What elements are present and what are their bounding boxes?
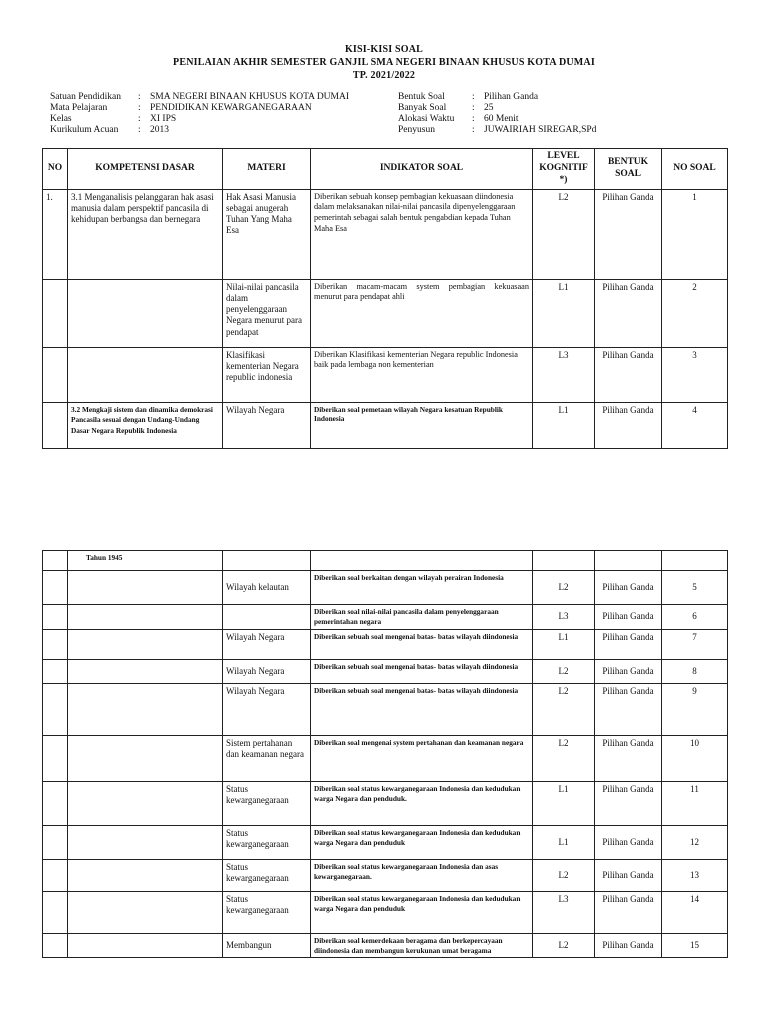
cell-level: L2 xyxy=(533,571,595,605)
cell-nosoal: 5 xyxy=(662,571,728,605)
cell-bentuk: Pilihan Ganda xyxy=(595,189,662,279)
cell-indikator: Diberikan sebuah soal mengenai batas- batas wilayah diindonesia xyxy=(311,659,533,683)
cell-nosoal: 10 xyxy=(662,735,728,781)
kisi-table-page2 xyxy=(42,550,728,958)
cell-bentuk: Pilihan Ganda xyxy=(595,629,662,659)
cell-bentuk: Pilihan Ganda xyxy=(595,571,662,605)
cell-kd: Tahun 1945 xyxy=(68,551,223,571)
info-sep: : xyxy=(138,103,141,113)
cell-materi: Wilayah Negara xyxy=(223,629,311,659)
cell-indikator xyxy=(311,551,533,571)
info-value: 2013 xyxy=(150,125,169,135)
info-sep: : xyxy=(472,92,475,102)
info-label: Banyak Soal xyxy=(398,103,447,113)
cell-indikator: Diberikan soal berkaitan dengan wilayah perairan Indonesia xyxy=(311,571,533,605)
table-row xyxy=(43,891,728,933)
cell-nosoal xyxy=(662,551,728,571)
cell-level: L2 xyxy=(533,859,595,891)
cell-no xyxy=(43,891,68,933)
cell-kd: 3.2 Mengkaji sistem dan dinamika demokrasi Pancasila sesuai dengan Undang-Undang Dasar Negara Republik Indonesia xyxy=(68,402,223,448)
cell-nosoal: 1 xyxy=(662,189,728,279)
cell-no xyxy=(43,402,68,448)
kisi-table-page1 xyxy=(42,148,728,449)
doc-year: TP. 2021/2022 xyxy=(352,70,416,81)
col-header-level: LEVEL KOGNITIF *) xyxy=(533,149,595,190)
cell-bentuk: Pilihan Ganda xyxy=(595,859,662,891)
info-sep: : xyxy=(138,92,141,102)
cell-level: L1 xyxy=(533,402,595,448)
cell-nosoal: 4 xyxy=(662,402,728,448)
info-label: Bentuk Soal xyxy=(398,92,445,102)
cell-indikator: Diberikan sebuah soal mengenai batas- batas wilayah diindonesia xyxy=(311,683,533,735)
table-row xyxy=(43,781,728,825)
cell-bentuk: Pilihan Ganda xyxy=(595,279,662,347)
info-value: PENDIDIKAN KEWARGANEGARAAN xyxy=(150,103,312,113)
info-sep: : xyxy=(472,125,475,135)
cell-indikator: Diberikan soal mengenai system pertahanan dan keamanan negara xyxy=(311,735,533,781)
cell-no xyxy=(43,825,68,859)
cell-materi: Wilayah kelautan xyxy=(223,571,311,605)
cell-level: L3 xyxy=(533,605,595,630)
cell-materi: Wilayah Negara xyxy=(223,683,311,735)
cell-materi: Wilayah Negara xyxy=(223,402,311,448)
cell-indikator: Diberikan sebuah konsep pembagian kekuasaan diindonesia dalam melaksanakan nilai-nilai pancasila dipenyelenggaraan pemerintah sebagai salah bentuk pengabdian kepada Tuhan Maha Esa xyxy=(311,189,533,279)
cell-bentuk xyxy=(595,551,662,571)
info-sep: : xyxy=(472,114,475,124)
table-row xyxy=(43,933,728,958)
cell-materi: Status kewarganegaraan xyxy=(223,781,311,825)
cell-kd xyxy=(68,347,223,402)
col-header-indikator: INDIKATOR SOAL xyxy=(311,149,533,190)
cell-level: L1 xyxy=(533,629,595,659)
cell-indikator: Diberikan macam-macam system pembagian kekuasaan menurut para pendapat ahli xyxy=(311,279,533,347)
cell-bentuk: Pilihan Ganda xyxy=(595,683,662,735)
table-row xyxy=(43,571,728,605)
cell-no xyxy=(43,571,68,605)
cell-materi: Klasifikasi kementerian Negara republic indonesia xyxy=(223,347,311,402)
cell-kd xyxy=(68,933,223,958)
cell-nosoal: 2 xyxy=(662,279,728,347)
cell-indikator: Diberikan soal status kewarganegaraan Indonesia dan asas kewarganegaraan. xyxy=(311,859,533,891)
cell-no xyxy=(43,347,68,402)
cell-kd xyxy=(68,279,223,347)
cell-no xyxy=(43,659,68,683)
info-label: Kurikulum Acuan xyxy=(50,125,119,135)
cell-no xyxy=(43,605,68,630)
info-value: XI IPS xyxy=(150,114,177,124)
cell-kd xyxy=(68,659,223,683)
cell-materi: Status kewarganegaraan xyxy=(223,859,311,891)
cell-level: L2 xyxy=(533,735,595,781)
table-row xyxy=(43,605,728,630)
cell-nosoal: 9 xyxy=(662,683,728,735)
cell-nosoal: 11 xyxy=(662,781,728,825)
cell-no xyxy=(43,279,68,347)
table-row xyxy=(43,402,728,448)
info-label: Mata Pelajaran xyxy=(50,103,108,113)
table-row xyxy=(43,551,728,571)
cell-kd xyxy=(68,859,223,891)
table-row xyxy=(43,825,728,859)
info-value: SMA NEGERI BINAAN KHUSUS KOTA DUMAI xyxy=(150,92,350,102)
cell-no xyxy=(43,933,68,958)
cell-materi: Wilayah Negara xyxy=(223,659,311,683)
col-header-materi: MATERI xyxy=(223,149,311,190)
cell-bentuk: Pilihan Ganda xyxy=(595,781,662,825)
cell-kd xyxy=(68,825,223,859)
info-label: Penyusun xyxy=(398,125,435,135)
col-header-nosoal: NO SOAL xyxy=(662,149,728,190)
info-label: Satuan Pendidikan xyxy=(50,92,121,102)
info-value: JUWAIRIAH SIREGAR,SPd xyxy=(484,125,597,135)
cell-level: L1 xyxy=(533,279,595,347)
col-header-kd: KOMPETENSI DASAR xyxy=(68,149,223,190)
cell-kd xyxy=(68,891,223,933)
cell-level: L3 xyxy=(533,891,595,933)
table-header-row xyxy=(43,149,728,190)
info-value: 25 xyxy=(484,103,494,113)
cell-nosoal: 14 xyxy=(662,891,728,933)
cell-no xyxy=(43,551,68,571)
info-value: Pilihan Ganda xyxy=(484,92,539,102)
cell-materi: Hak Asasi Manusia sebagai anugerah Tuhan Yang Maha Esa xyxy=(223,189,311,279)
doc-subtitle: PENILAIAN AKHIR SEMESTER GANJIL SMA NEGERI BINAAN KHUSUS KOTA DUMAI xyxy=(173,57,595,68)
doc-title: KISI-KISI SOAL xyxy=(344,44,424,55)
cell-bentuk: Pilihan Ganda xyxy=(595,605,662,630)
cell-bentuk: Pilihan Ganda xyxy=(595,891,662,933)
info-label: Kelas xyxy=(50,114,72,124)
cell-no: 1. xyxy=(43,189,68,279)
cell-level: L2 xyxy=(533,189,595,279)
cell-nosoal: 15 xyxy=(662,933,728,958)
cell-materi xyxy=(223,551,311,571)
cell-no xyxy=(43,859,68,891)
cell-nosoal: 6 xyxy=(662,605,728,630)
cell-kd xyxy=(68,605,223,630)
cell-indikator: Diberikan soal kemerdekaan beragama dan berkepercayaan diindonesia dan membangun kerukunan umat beragama xyxy=(311,933,533,958)
info-sep: : xyxy=(138,114,141,124)
cell-indikator: Diberikan sebuah soal mengenai batas- batas wilayah diindonesia xyxy=(311,629,533,659)
cell-indikator: Diberikan soal pemetaan wilayah Negara kesatuan Republik Indonesia xyxy=(311,402,533,448)
cell-nosoal: 3 xyxy=(662,347,728,402)
cell-bentuk: Pilihan Ganda xyxy=(595,347,662,402)
cell-no xyxy=(43,683,68,735)
cell-materi: Status kewarganegaraan xyxy=(223,891,311,933)
cell-indikator: Diberikan soal status kewarganegaraan Indonesia dan kedudukan warga Negara dan penduduk. xyxy=(311,781,533,825)
cell-level: L1 xyxy=(533,825,595,859)
table-row xyxy=(43,735,728,781)
cell-level xyxy=(533,551,595,571)
cell-level: L1 xyxy=(533,781,595,825)
info-value: 60 Menit xyxy=(484,114,519,124)
cell-bentuk: Pilihan Ganda xyxy=(595,825,662,859)
info-sep: : xyxy=(472,103,475,113)
cell-indikator: Diberikan Klasifikasi kementerian Negara republic Indonesia baik pada lembaga non kementerian xyxy=(311,347,533,402)
cell-bentuk: Pilihan Ganda xyxy=(595,402,662,448)
cell-indikator: Diberikan soal status kewarganegaraan Indonesia dan kedudukan warga Negara dan penduduk xyxy=(311,825,533,859)
cell-kd xyxy=(68,781,223,825)
cell-indikator: Diberikan soal nilai-nilai pancasila dalam penyelenggaraan pemerintahan negara xyxy=(311,605,533,630)
cell-kd xyxy=(68,571,223,605)
cell-no xyxy=(43,735,68,781)
table-row xyxy=(43,683,728,735)
cell-bentuk: Pilihan Ganda xyxy=(595,735,662,781)
cell-no xyxy=(43,781,68,825)
col-header-bentuk: BENTUK SOAL xyxy=(595,149,662,190)
cell-bentuk: Pilihan Ganda xyxy=(595,659,662,683)
info-right xyxy=(398,92,718,142)
cell-indikator: Diberikan soal status kewarganegaraan Indonesia dan kedudukan warga Negara dan penduduk xyxy=(311,891,533,933)
cell-kd xyxy=(68,735,223,781)
info-label: Alokasi Waktu xyxy=(398,114,455,124)
cell-no xyxy=(43,629,68,659)
table-row xyxy=(43,859,728,891)
cell-level: L2 xyxy=(533,933,595,958)
cell-materi: Sistem pertahanan dan keamanan negara xyxy=(223,735,311,781)
cell-kd xyxy=(68,629,223,659)
cell-level: L3 xyxy=(533,347,595,402)
table-row xyxy=(43,659,728,683)
cell-kd: 3.1 Menganalisis pelanggaran hak asasi manusia dalam perspektif pancasila di kehidupan berbangsa dan bernegara xyxy=(68,189,223,279)
cell-materi xyxy=(223,605,311,630)
cell-materi: Status kewarganegaraan xyxy=(223,825,311,859)
info-left xyxy=(50,92,390,142)
table-row xyxy=(43,629,728,659)
cell-bentuk: Pilihan Ganda xyxy=(595,933,662,958)
table-row xyxy=(43,189,728,279)
cell-level: L2 xyxy=(533,683,595,735)
table-row xyxy=(43,347,728,402)
table-row xyxy=(43,279,728,347)
cell-level: L2 xyxy=(533,659,595,683)
col-header-no: NO xyxy=(43,149,68,190)
cell-materi: Membangun xyxy=(223,933,311,958)
cell-materi: Nilai-nilai pancasila dalam penyelenggaraan Negara menurut para pendapat xyxy=(223,279,311,347)
cell-nosoal: 12 xyxy=(662,825,728,859)
info-sep: : xyxy=(138,125,141,135)
cell-nosoal: 8 xyxy=(662,659,728,683)
cell-nosoal: 7 xyxy=(662,629,728,659)
cell-nosoal: 13 xyxy=(662,859,728,891)
cell-kd xyxy=(68,683,223,735)
